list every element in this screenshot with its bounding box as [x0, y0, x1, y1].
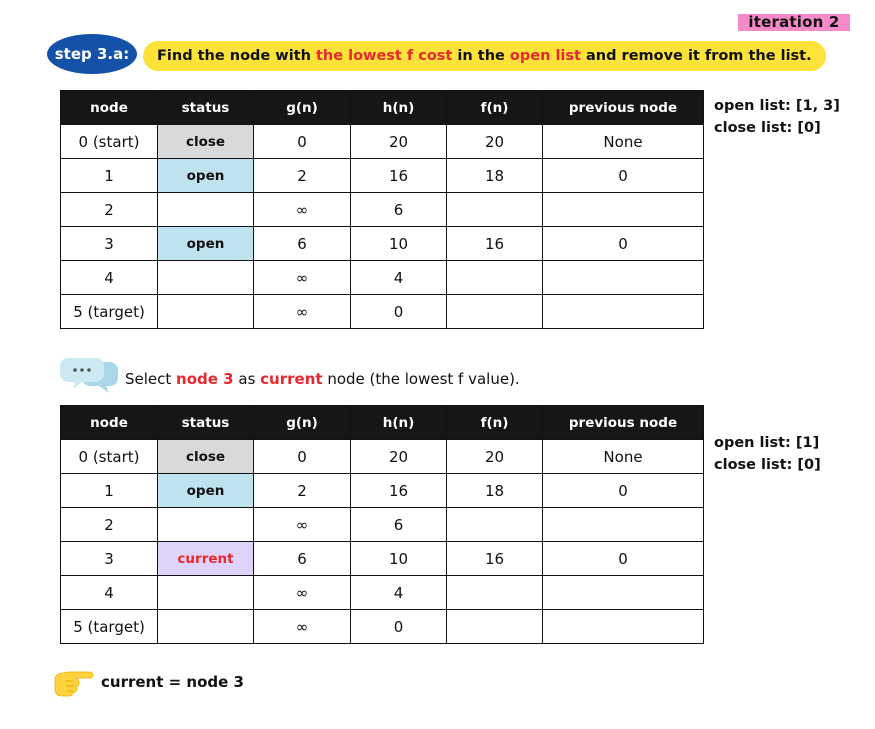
- step-text-middle: in the: [452, 48, 510, 64]
- cell-node: 2: [61, 508, 158, 542]
- cell-node: 3: [61, 227, 158, 261]
- column-header: h(n): [351, 91, 447, 125]
- cell-g: 2: [254, 474, 351, 508]
- cell-node: 4: [61, 261, 158, 295]
- column-header: previous node: [543, 91, 704, 125]
- column-header: node: [61, 406, 158, 440]
- cell-status: [158, 193, 254, 227]
- cell-previous-node: [543, 261, 704, 295]
- close-list: close list: [0]: [714, 457, 821, 473]
- cell-node: 5 (target): [61, 295, 158, 329]
- cell-g: 0: [254, 440, 351, 474]
- table-row: [61, 125, 704, 159]
- cell-status: close: [158, 440, 254, 474]
- iteration-badge: iteration 2: [738, 14, 850, 31]
- column-header: f(n): [447, 406, 543, 440]
- selection-after: node (the lowest f value).: [322, 370, 520, 388]
- node-table-before: [60, 90, 704, 329]
- speech-bubbles-icon: [60, 356, 120, 398]
- cell-status: [158, 576, 254, 610]
- open-list: open list: [1, 3]: [714, 98, 840, 114]
- cell-g: 6: [254, 227, 351, 261]
- cell-status: open: [158, 159, 254, 193]
- cell-g: 6: [254, 542, 351, 576]
- cell-node: 1: [61, 474, 158, 508]
- cell-previous-node: 0: [543, 159, 704, 193]
- table-row: [61, 193, 704, 227]
- cell-f: [447, 261, 543, 295]
- cell-g: 0: [254, 125, 351, 159]
- open-list: open list: [1]: [714, 435, 820, 451]
- column-header: status: [158, 91, 254, 125]
- cell-previous-node: None: [543, 440, 704, 474]
- cell-g: ∞: [254, 610, 351, 644]
- cell-previous-node: [543, 508, 704, 542]
- cell-f: [447, 610, 543, 644]
- cell-f: 18: [447, 159, 543, 193]
- cell-status: [158, 508, 254, 542]
- cell-f: [447, 576, 543, 610]
- cell-h: 20: [351, 440, 447, 474]
- cell-previous-node: 0: [543, 474, 704, 508]
- table-row: [61, 159, 704, 193]
- cell-h: 0: [351, 295, 447, 329]
- cell-h: 6: [351, 193, 447, 227]
- cell-g: ∞: [254, 508, 351, 542]
- selection-current: current: [260, 370, 323, 388]
- step-highlight-open-list: open list: [509, 48, 581, 64]
- cell-previous-node: [543, 295, 704, 329]
- table-row: [61, 474, 704, 508]
- cell-f: [447, 193, 543, 227]
- selection-before: Select: [125, 370, 177, 388]
- cell-g: ∞: [254, 295, 351, 329]
- table-row: [61, 576, 704, 610]
- cell-f: 20: [447, 440, 543, 474]
- cell-f: [447, 508, 543, 542]
- table-row: [61, 440, 704, 474]
- cell-status: open: [158, 474, 254, 508]
- cell-previous-node: [543, 576, 704, 610]
- cell-h: 10: [351, 227, 447, 261]
- close-list: close list: [0]: [714, 120, 821, 136]
- cell-previous-node: 0: [543, 227, 704, 261]
- cell-h: 6: [351, 508, 447, 542]
- pointing-hand-icon: [52, 668, 94, 698]
- cell-status: close: [158, 125, 254, 159]
- cell-g: ∞: [254, 576, 351, 610]
- cell-f: 18: [447, 474, 543, 508]
- node-table-after: [60, 405, 704, 644]
- column-header: f(n): [447, 91, 543, 125]
- cell-h: 10: [351, 542, 447, 576]
- column-header: previous node: [543, 406, 704, 440]
- lists-before: [714, 95, 840, 139]
- cell-previous-node: [543, 193, 704, 227]
- cell-previous-node: None: [543, 125, 704, 159]
- step-instruction: [143, 41, 826, 71]
- cell-g: ∞: [254, 193, 351, 227]
- table-row: [61, 610, 704, 644]
- cell-h: 4: [351, 261, 447, 295]
- cell-status: open: [158, 227, 254, 261]
- cell-node: 5 (target): [61, 610, 158, 644]
- cell-status: [158, 261, 254, 295]
- cell-f: [447, 295, 543, 329]
- cell-h: 16: [351, 474, 447, 508]
- cell-node: 1: [61, 159, 158, 193]
- table-row: [61, 542, 704, 576]
- cell-status: [158, 295, 254, 329]
- cell-node: 2: [61, 193, 158, 227]
- cell-f: 20: [447, 125, 543, 159]
- selection-node: node 3: [176, 370, 234, 388]
- cell-previous-node: [543, 610, 704, 644]
- cell-node: 3: [61, 542, 158, 576]
- cell-previous-node: 0: [543, 542, 704, 576]
- column-header: h(n): [351, 406, 447, 440]
- column-header: g(n): [254, 406, 351, 440]
- selection-middle: as: [233, 370, 261, 388]
- step-text-after: and remove it from the list.: [580, 48, 812, 64]
- table-header-row: [61, 406, 704, 440]
- cell-node: 0 (start): [61, 125, 158, 159]
- cell-h: 16: [351, 159, 447, 193]
- cell-f: 16: [447, 542, 543, 576]
- cell-h: 20: [351, 125, 447, 159]
- column-header: status: [158, 406, 254, 440]
- table-row: [61, 261, 704, 295]
- cell-g: 2: [254, 159, 351, 193]
- table-row: [61, 508, 704, 542]
- cell-node: 0 (start): [61, 440, 158, 474]
- column-header: g(n): [254, 91, 351, 125]
- table-row: [61, 295, 704, 329]
- cell-node: 4: [61, 576, 158, 610]
- cell-h: 4: [351, 576, 447, 610]
- step-text-before: Find the node with: [157, 48, 316, 64]
- step-highlight-lowest-f: the lowest f cost: [315, 48, 453, 64]
- cell-status: current: [158, 542, 254, 576]
- lists-after: [714, 432, 821, 476]
- table-header-row: [61, 91, 704, 125]
- cell-h: 0: [351, 610, 447, 644]
- column-header: node: [61, 91, 158, 125]
- table-row: [61, 227, 704, 261]
- cell-g: ∞: [254, 261, 351, 295]
- step-label: step 3.a:: [47, 34, 137, 74]
- cell-status: [158, 610, 254, 644]
- result-current: current = node 3: [101, 673, 244, 691]
- cell-f: 16: [447, 227, 543, 261]
- selection-text: [125, 370, 520, 388]
